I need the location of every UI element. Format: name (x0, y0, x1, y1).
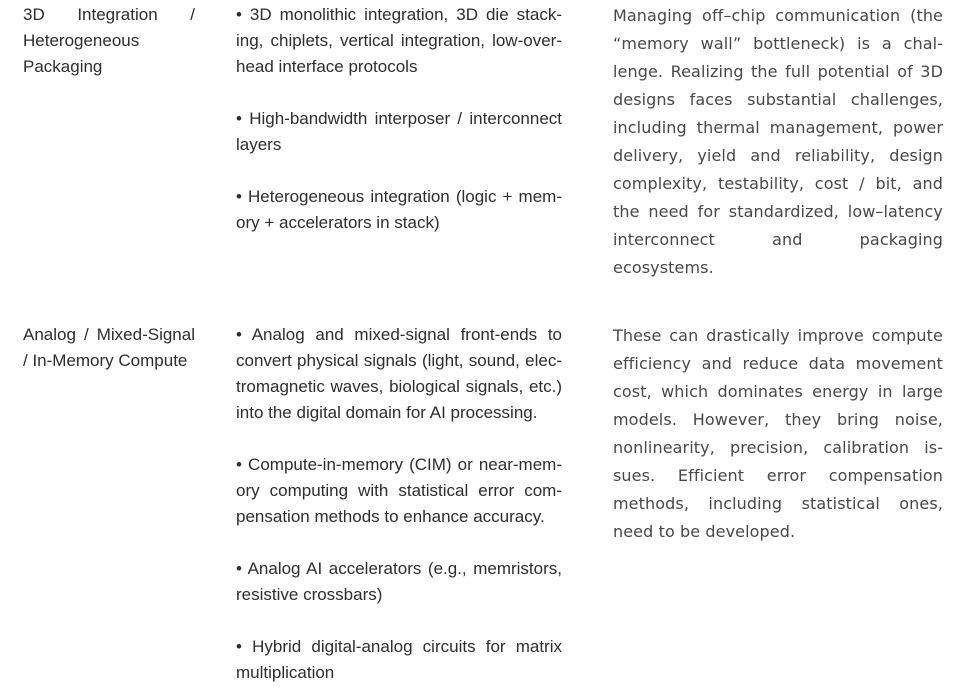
bullet-item: • Compute-in-memory (CIM) or near-memory computing with statistical error compensation methods to enhance accuracy. (236, 455, 562, 526)
topic-cell (23, 2, 195, 80)
table-row-analog-mixed-signal (23, 322, 960, 686)
challenges-cell (613, 2, 943, 282)
topic-text: Analog / Mixed-Signal / In-Memory Compute (23, 325, 195, 370)
topic-text: 3D Integration / Heterogeneous Packaging (23, 5, 195, 76)
bullet-item: • Analog and mixed-signal front-ends to convert physical signals (light, sound, electromagnetic waves, biological signals, etc.) into the digital domain for AI processing. (236, 325, 562, 422)
challenges-cell (613, 322, 943, 546)
bullet-item: • High-bandwidth interposer / interconnect layers (236, 109, 562, 154)
bullet-item: • Analog AI accelerators (e.g., memristors, resistive crossbars) (236, 559, 562, 604)
bullet-item: • Heterogeneous integration (logic + memory + accelerators in stack) (236, 187, 562, 232)
topic-cell (23, 322, 195, 374)
technologies-cell (236, 2, 562, 236)
bullet-item: • 3D monolithic integration, 3D die stacking, chiplets, vertical integration, low-overhead interface protocols (236, 5, 562, 76)
challenge-text: These can drastically improve compute efficiency and reduce data movement cost, which dominates energy in large models. However, they bring noise, nonlinearity, precision, calibration issues. Efficient error compensation methods, including statistical ones, need to be developed. (613, 326, 943, 541)
technologies-cell (236, 322, 562, 686)
table-row-3d-integration (23, 2, 960, 282)
challenge-text: Managing off–chip communication (the “memory wall” bottleneck) is a challenge. Realizing the full potential of 3D designs faces substantial challenges, including thermal management, power delivery, yield and reliability, design complexity, testability, cost / bit, and the need for standardized, low–latency interconnect and packaging ecosystems. (613, 6, 943, 277)
bullet-item: • Hybrid digital-analog circuits for matrix multiplication (236, 637, 562, 682)
